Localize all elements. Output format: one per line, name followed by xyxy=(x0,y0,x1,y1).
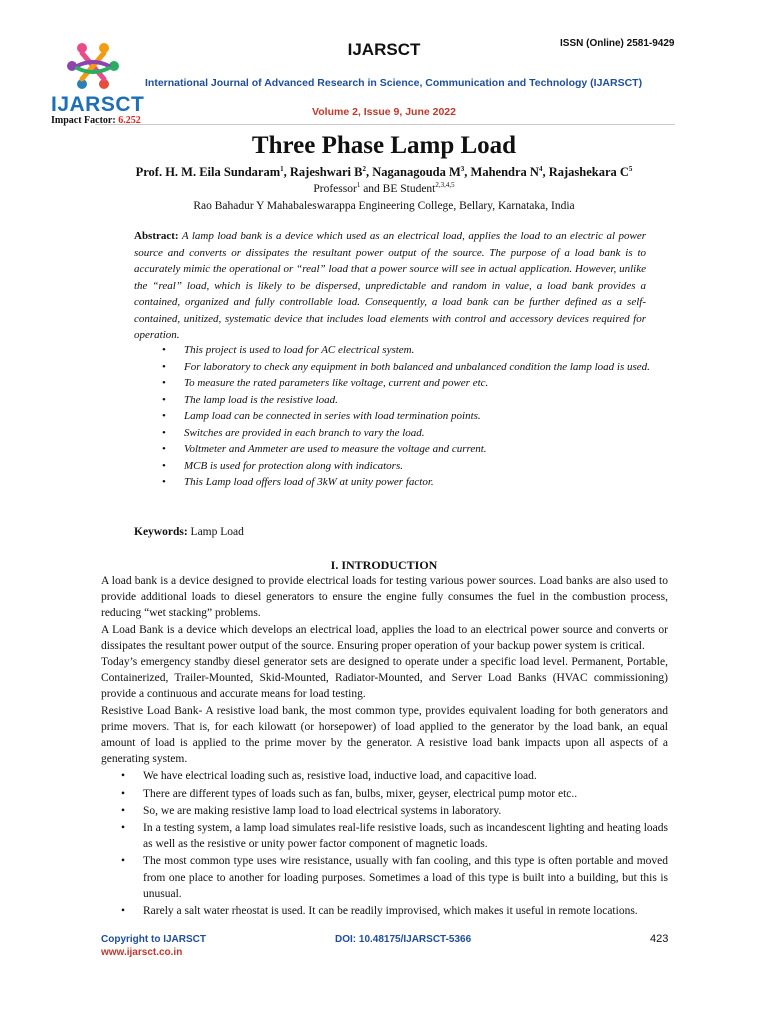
abstract-bullet-item: • To measure the rated parameters like voltage, current and power etc. xyxy=(162,375,652,392)
logo-wordmark: IJARSCT xyxy=(51,93,145,116)
keywords-label: Keywords: xyxy=(134,526,188,538)
intro-paragraph: A Load Bank is a device which develops an electrical load, applies the load to an electrical power source and converts or dissipates the resultant power output of the source. Ensuring proper operation of your backup power system is critical. xyxy=(101,623,668,652)
author-separator: , xyxy=(542,165,549,179)
footer-copyright: Copyright to IJARSCT xyxy=(101,934,206,945)
journal-short-title: IJARSCT xyxy=(347,40,421,59)
abstract-bullet-item: • For laboratory to check any equipment in both balanced and unbalanced condition the lamp load is used. xyxy=(162,359,652,376)
author-sup: 3 xyxy=(460,164,465,173)
abstract-bullet-item: • Switches are provided in each branch to vary the load. xyxy=(162,425,652,442)
footer-doi[interactable]: DOI: 10.48175/IJARSCT-5366 xyxy=(335,934,472,945)
author-sup: 1 xyxy=(280,164,284,173)
abstract-bullet-item: • The lamp load is the resistive load. xyxy=(162,392,652,409)
impact-factor-label: Impact Factor: xyxy=(51,115,116,126)
abstract-bullet-list xyxy=(162,342,652,491)
header-divider xyxy=(95,124,675,125)
impact-factor-value: 6.252 xyxy=(118,115,141,126)
introduction-bullet-list xyxy=(101,768,668,919)
author-separator: , xyxy=(464,165,471,179)
keywords xyxy=(134,526,244,538)
paper-title: Three Phase Lamp Load xyxy=(251,132,517,159)
author-separator: , xyxy=(365,165,373,179)
author-name: Prof. H. M. Eila Sundaram xyxy=(135,165,281,179)
author-separator: , xyxy=(283,165,290,179)
abstract-bullet-item: • This project is used to load for AC electrical system. xyxy=(162,342,652,359)
author-name: Naganagouda M xyxy=(372,165,461,179)
author-roles xyxy=(0,183,768,195)
author-list xyxy=(0,165,768,180)
author-name: Rajeshwari B xyxy=(289,165,363,179)
abstract xyxy=(134,228,646,344)
introduction-body xyxy=(101,573,668,919)
role-professor-sup: 1 xyxy=(356,181,361,190)
abstract-bullet-item: • This Lamp load offers load of 3kW at unity power factor. xyxy=(162,474,652,491)
abstract-label: Abstract: xyxy=(134,230,179,242)
author-sup: 5 xyxy=(628,164,633,173)
journal-full-title: International Journal of Advanced Research in Science, Communication and Technology (IJARSCT) xyxy=(145,77,643,89)
intro-paragraph: A load bank is a device designed to provide electrical loads for testing various power sources. Load banks are also used to provide additional loads to diesel generators to ensure the engine fully consumes the fuel in the combustion process, reducing “wet stacking” problems. xyxy=(101,575,668,620)
footer-website-link[interactable]: www.ijarsct.co.in xyxy=(101,947,183,958)
author-sup: 2 xyxy=(362,164,366,173)
intro-paragraph: Today’s emergency standby diesel generator sets are designed to operate under a specific load level. Permanent, Portable, Containerized, Trailer-Mounted, Skid-Mounted, Radiator-Mounted, and Server Load Banks (HVAC commissioning) provide a continuous and accurate means for load testing. xyxy=(101,656,668,701)
abstract-bullet-item: • Voltmeter and Ammeter are used to measure the voltage and current. xyxy=(162,441,652,458)
abstract-bullet-item: • Lamp load can be connected in series with load termination points. xyxy=(162,408,652,425)
keywords-value: Lamp Load xyxy=(190,526,244,538)
volume-issue: Volume 2, Issue 9, June 2022 xyxy=(312,106,456,118)
intro-bullet-item: • There are different types of loads such as fan, bulbs, mixer, geyser, electrical pump motor etc.. xyxy=(101,786,668,802)
issn: ISSN (Online) 2581-9429 xyxy=(560,38,675,49)
role-student: and BE Student xyxy=(360,183,436,195)
intro-bullet-item: • Rarely a salt water rheostat is used. It can be readily improvised, which makes it useful in remote locations. xyxy=(101,903,668,919)
page-number: 423 xyxy=(650,933,669,945)
abstract-text: A lamp load bank is a device which used as an electrical load, applies the load to an electric al power source and converts or dissipates the resultant power output of the source. The purpose of a load bank is to accurately mimic the operational or “real” load that a power source will see in actual application. However, unlike the “real” load, which is likely to be dispersed, unpredictable and random in value, a load bank provides a contained, organized and fully controllable load. Consequently, a load bank can be further defined as a self-contained, unitized, systematic device that includes load elements with control and accessory devices required for operation. xyxy=(134,230,646,341)
intro-bullet-item: • The most common type uses wire resistance, usually with fan cooling, and this type is often portable and moved from one place to another for loading purposes. Sometimes a load of this type is built into a building, but this is unusual. xyxy=(101,853,668,902)
section-title-introduction: I. INTRODUCTION xyxy=(330,558,438,572)
abstract-bullet-item: • MCB is used for protection along with indicators. xyxy=(162,458,652,475)
intro-bullet-item: • So, we are making resistive lamp load to load electrical systems in laboratory. xyxy=(101,803,668,819)
author-name: Rajashekara C xyxy=(548,165,629,179)
role-student-sup: 2,3,4,5 xyxy=(435,181,455,190)
paragraph-group xyxy=(101,573,668,767)
affiliation: Rao Bahadur Y Mahabaleswarappa Engineering College, Bellary, Karnataka, India xyxy=(193,200,575,212)
role-professor: Professor xyxy=(313,183,357,195)
intro-bullet-item: • In a testing system, a lamp load simulates real-life resistive loads, such as incandescent lighting and heating loads as well as the resistive or unity power factor component of magnetic loads. xyxy=(101,820,668,852)
author-name: Mahendra N xyxy=(470,165,539,179)
intro-paragraph: Resistive Load Bank- A resistive load bank, the most common type, provides equivalent loading for both generators and prime movers. That is, for each kilowatt (or horsepower) of load applied to the generator by the load bank, an equal amount of load is applied to the prime mover by the generator. A resistive load bank impacts upon all aspects of a generating system. xyxy=(101,704,668,766)
intro-bullet-item: • We have electrical loading such as, resistive load, inductive load, and capacitive load. xyxy=(101,768,668,784)
author-sup: 4 xyxy=(538,164,543,173)
